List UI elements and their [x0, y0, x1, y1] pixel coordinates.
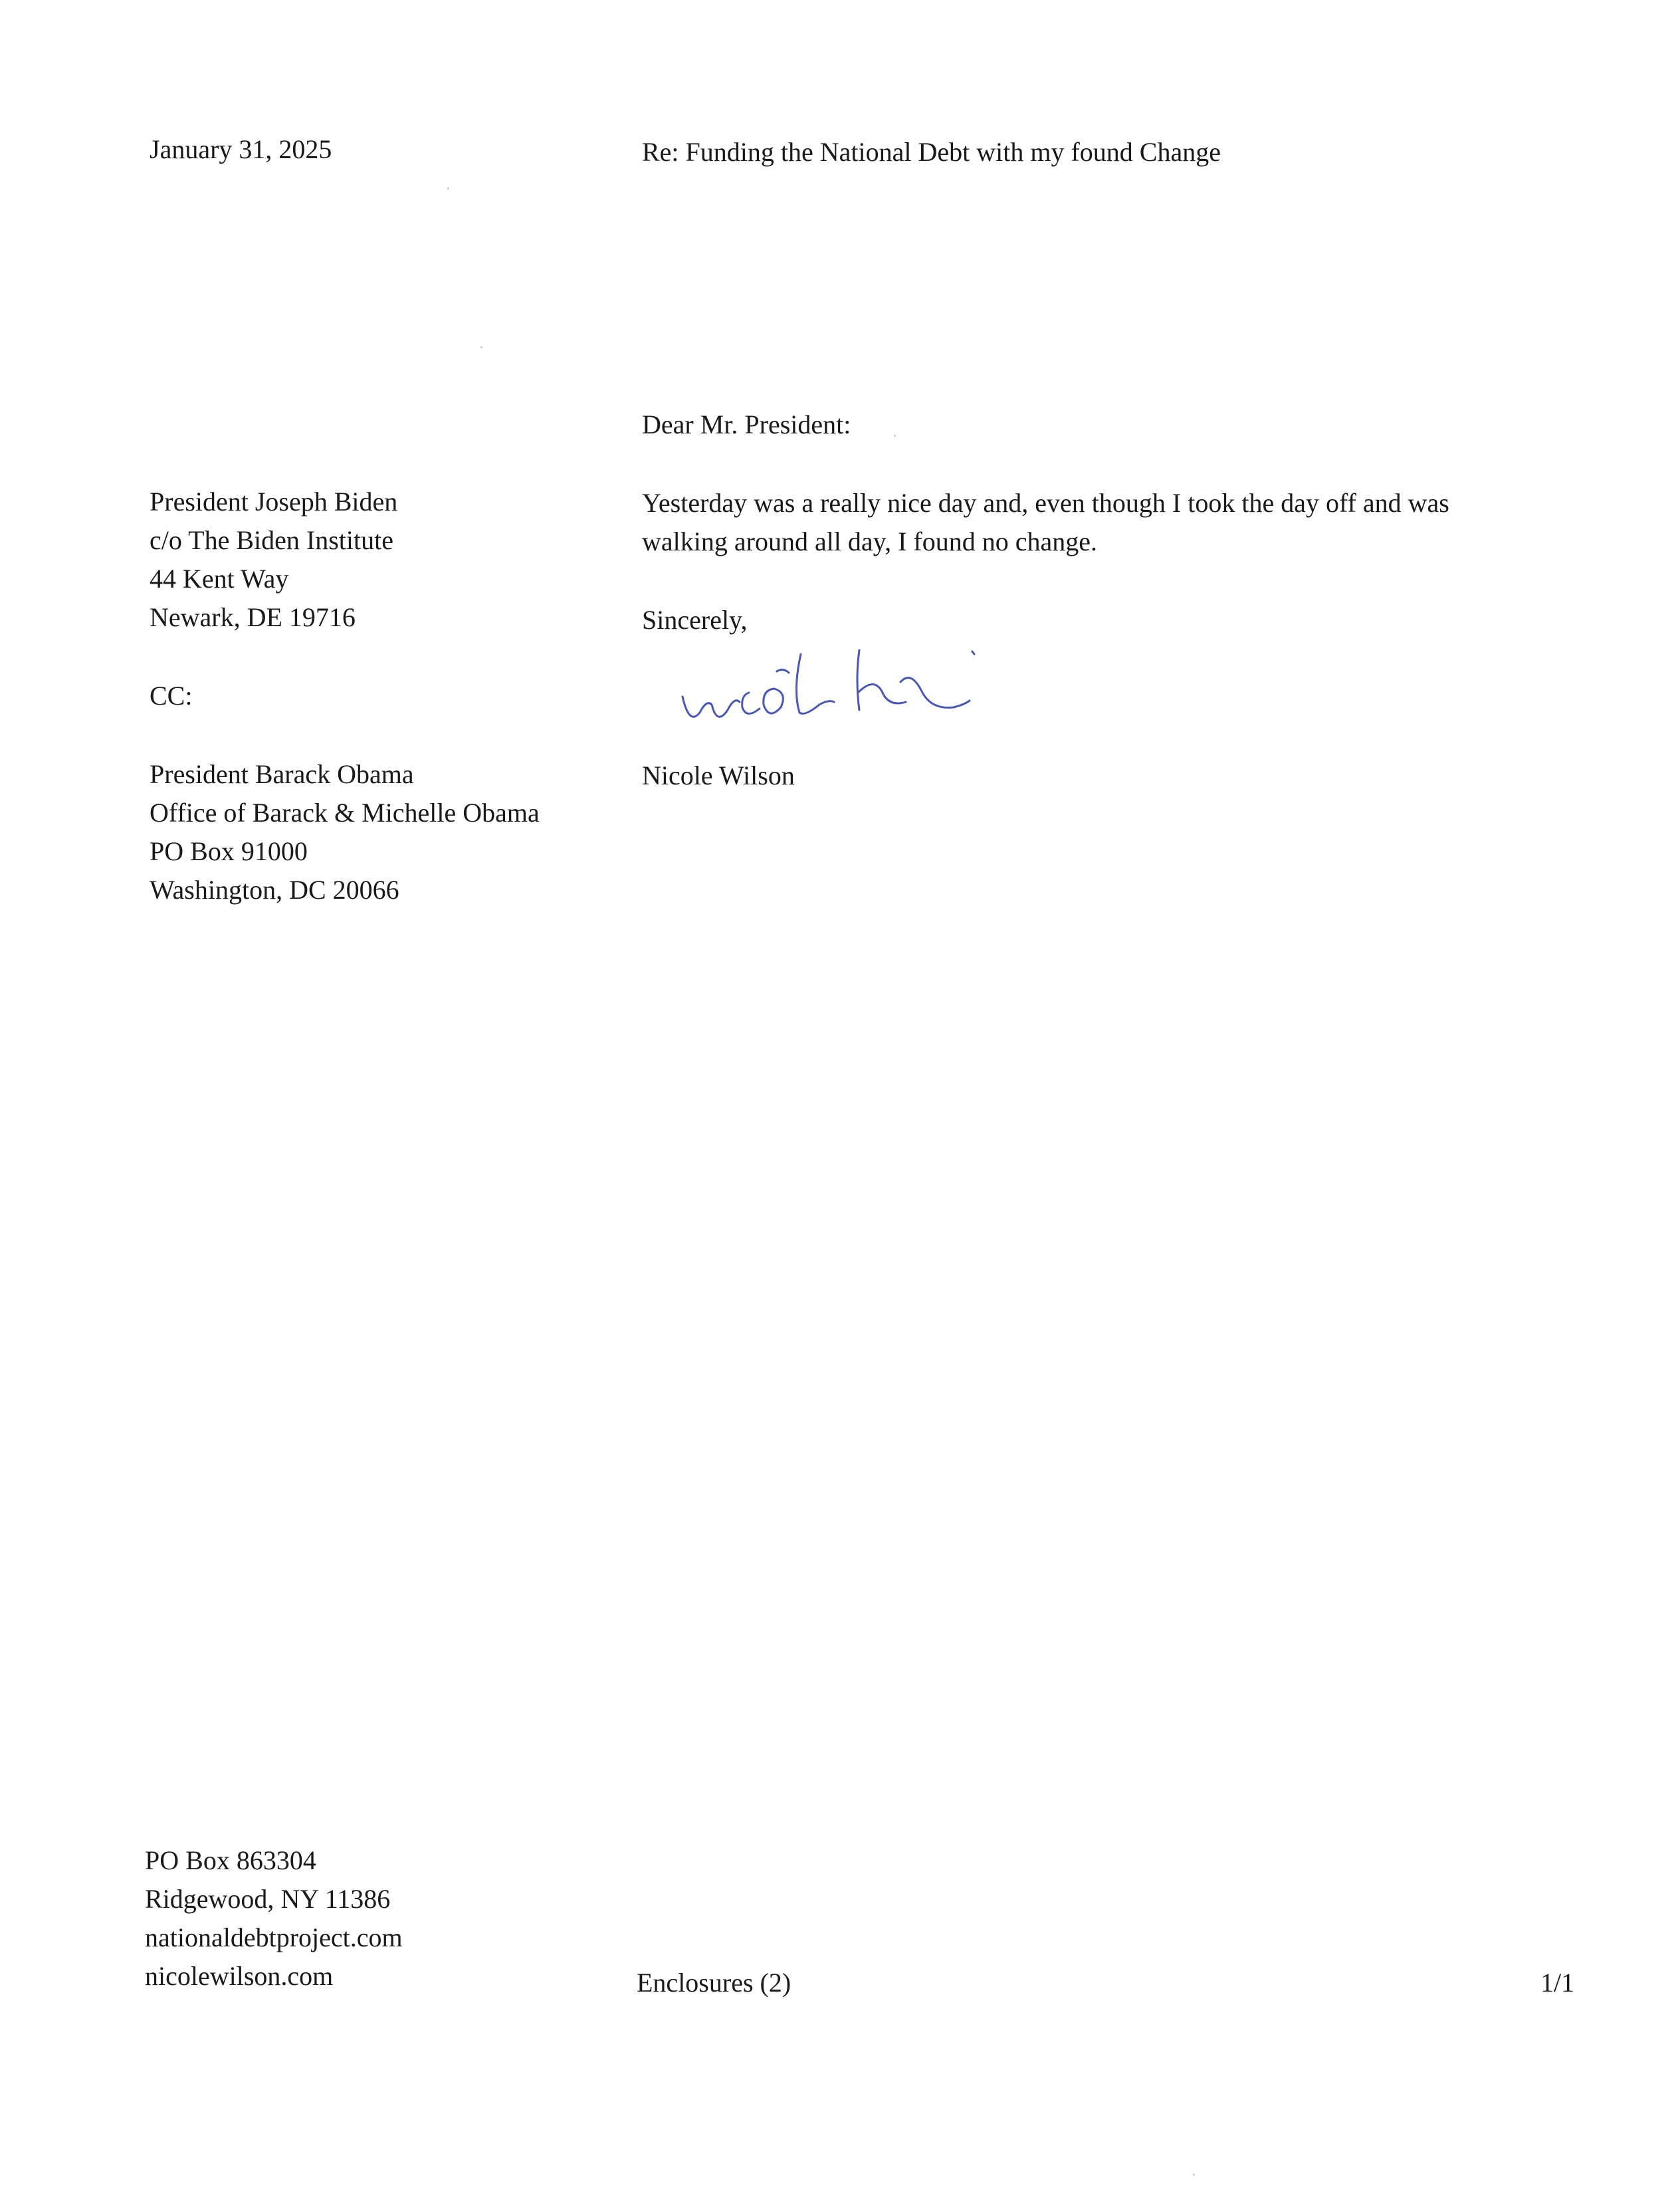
body-line: walking around all day, I found no change.	[642, 526, 1097, 556]
signer-name: Nicole Wilson	[642, 760, 795, 790]
cc-line: Washington, DC 20066	[150, 875, 399, 905]
closing: Sincerely,	[642, 605, 748, 635]
letter-body	[642, 484, 1449, 561]
recipient-address	[150, 483, 397, 637]
footer-line: Ridgewood, NY 11386	[145, 1884, 391, 1914]
body-line: Yesterday was a really nice day and, even though I took the day off and was	[642, 488, 1449, 518]
footer-link[interactable]: nicolewilson.com	[145, 1961, 334, 1991]
salutation: Dear Mr. President:	[642, 409, 851, 439]
scan-speck	[480, 346, 482, 348]
page-number: 1/1	[1540, 1968, 1575, 1998]
cc-line: PO Box 91000	[150, 836, 308, 866]
letter-subject: Re: Funding the National Debt with my found Change	[642, 137, 1221, 167]
scan-speck	[1193, 2174, 1195, 2176]
scan-speck	[894, 435, 896, 437]
recipient-line: Newark, DE 19716	[150, 602, 356, 632]
cc-label: CC:	[150, 681, 193, 711]
recipient-line: President Joseph Biden	[150, 487, 398, 517]
letter-date: January 31, 2025	[150, 134, 332, 164]
cc-address	[150, 755, 540, 909]
cc-line: Office of Barack & Michelle Obama	[150, 798, 540, 828]
footer-link[interactable]: nationaldebtproject.com	[145, 1922, 403, 1952]
enclosures-note: Enclosures (2)	[637, 1968, 791, 1998]
footer-address	[145, 1841, 403, 1996]
footer-line: PO Box 863304	[145, 1845, 316, 1875]
scan-speck	[447, 187, 449, 189]
handwritten-signature	[675, 638, 1020, 738]
cc-line: President Barack Obama	[150, 759, 414, 789]
recipient-line: c/o The Biden Institute	[150, 525, 393, 555]
recipient-line: 44 Kent Way	[150, 564, 289, 594]
